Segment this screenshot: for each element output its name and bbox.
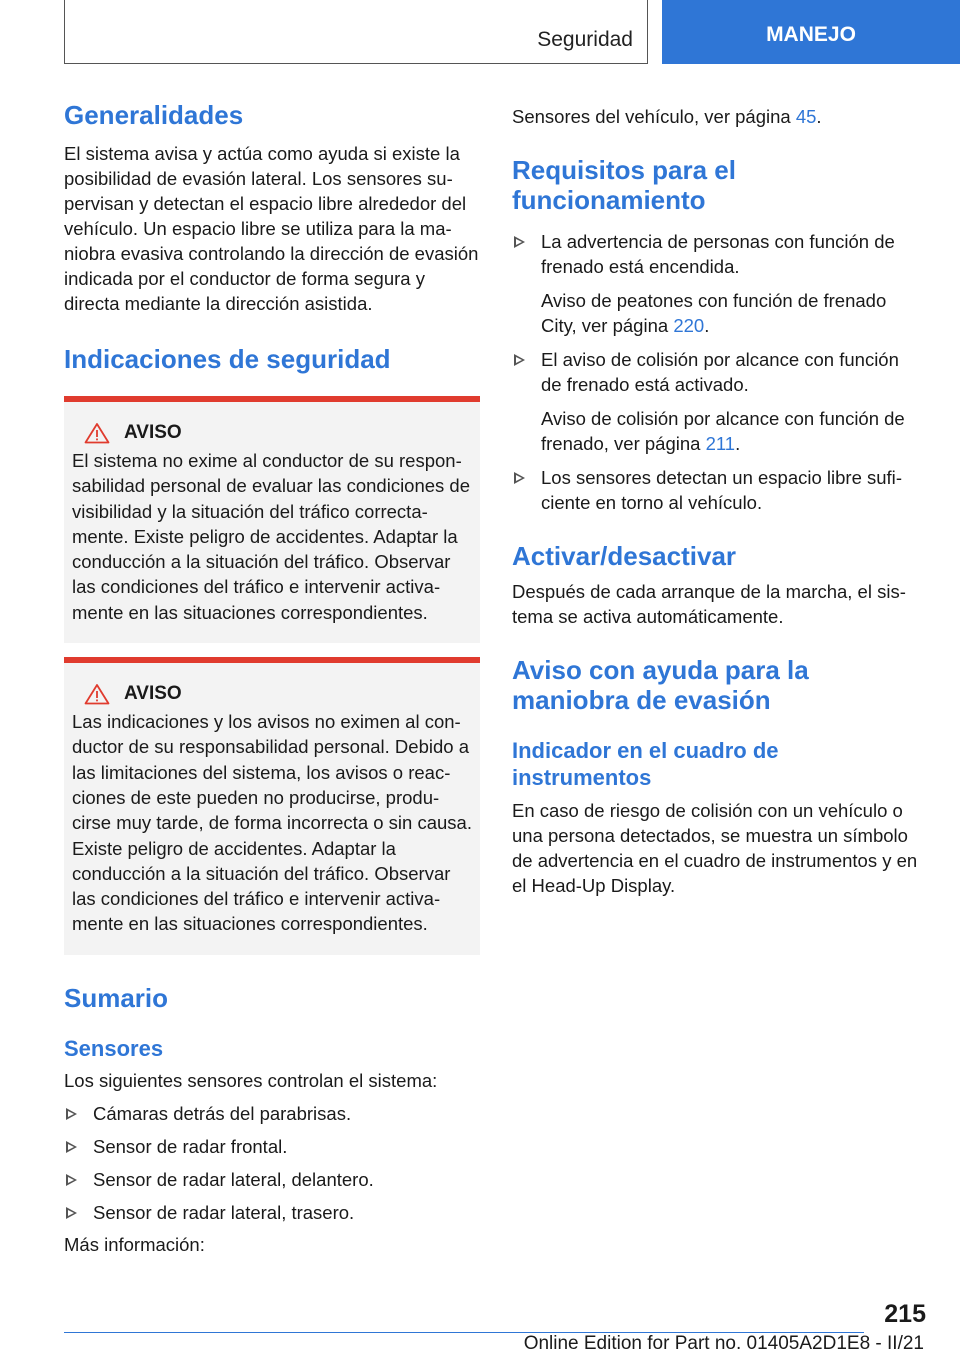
list-item: Sensor de radar lateral, trasero. bbox=[64, 1200, 480, 1225]
list-item-reference: Aviso de colisión por alcance con función de frenado, ver página 211. bbox=[541, 408, 905, 454]
bullet-arrow-icon bbox=[66, 1108, 77, 1120]
warning-icon bbox=[84, 683, 110, 705]
heading-activate: Activar/desactivar bbox=[512, 541, 737, 571]
edition-footer: Online Edition for Part no. 01405A2D1E8 - II/21 bbox=[523, 1333, 924, 1354]
warning-box-2 bbox=[64, 657, 480, 955]
warning-text: Las indicaciones y los avisos no eximen al conductor de su responsabilidad personal. Debido a las limitaciones del sistema, los avisos o reacciones de este pueden no producirse, producirse muy tarde, de forma incorrecta o sin causa. Existe peligro de accidentes. Adaptar la conducción a la situación del tráfico. Observar las condiciones del tráfico e intervenir activamente en las situaciones correspondientes. bbox=[72, 711, 472, 935]
warning-icon bbox=[84, 422, 110, 444]
page-link[interactable]: 211 bbox=[705, 433, 736, 454]
requirements-list bbox=[512, 229, 920, 515]
bullet-arrow-icon bbox=[514, 354, 525, 366]
bullet-arrow-icon bbox=[514, 472, 525, 484]
heading-summary: Sumario bbox=[64, 982, 169, 1013]
heading-evasion: Aviso con ayuda para la maniobra de evasión bbox=[512, 655, 809, 715]
list-item: El aviso de colisión por alcance con función de frenado está activado. Aviso de colisión por alcance con función de frenado, ver página 211. bbox=[512, 347, 920, 456]
sensor-list bbox=[64, 1101, 480, 1225]
page-link[interactable]: 220 bbox=[673, 315, 705, 336]
list-item: Los sensores detectan un espacio libre suficiente en torno al vehículo. bbox=[512, 465, 920, 515]
right-column bbox=[512, 100, 920, 898]
page-link[interactable]: 45 bbox=[795, 106, 817, 127]
page-number: 215 bbox=[884, 1300, 926, 1328]
heading-generalidades: Generalidades bbox=[64, 100, 244, 130]
bullet-arrow-icon bbox=[66, 1174, 77, 1186]
list-item-reference: Aviso de peatones con función de frenado City, ver página 220. bbox=[541, 290, 887, 336]
subheading-sensors: Sensores bbox=[64, 1035, 164, 1061]
bullet-arrow-icon bbox=[66, 1141, 77, 1153]
evasion-paragraph: En caso de riesgo de colisión con un vehículo o una persona detectados, se muestra un símbolo de advertencia en el cuadro de instrumentos y en el Head-Up Display. bbox=[512, 800, 918, 896]
section-title: Seguridad bbox=[537, 28, 633, 51]
bullet-arrow-icon bbox=[514, 236, 525, 248]
header-frame bbox=[64, 0, 648, 64]
activate-paragraph: Después de cada arranque de la marcha, el sistema se activa automáticamente. bbox=[512, 581, 906, 627]
more-info: Más información: bbox=[64, 1233, 205, 1255]
heading-safety: Indicaciones de seguridad bbox=[64, 344, 391, 374]
left-column bbox=[64, 100, 480, 1257]
heading-requirements: Requisitos para el funcionamiento bbox=[512, 155, 736, 215]
list-item: Cámaras detrás del parabrisas. bbox=[64, 1101, 480, 1126]
subheading-instrument-cluster: Indicador en el cuadro de instrumentos bbox=[512, 738, 779, 790]
list-item: Sensor de radar lateral, delantero. bbox=[64, 1167, 480, 1192]
chapter-tab[interactable]: MANEJO bbox=[662, 0, 960, 64]
sensors-intro: Los siguientes sensores controlan el sistema: bbox=[64, 1069, 438, 1091]
warning-label: AVISO bbox=[124, 683, 182, 705]
list-item: Sensor de radar frontal. bbox=[64, 1134, 480, 1159]
warning-label: AVISO bbox=[124, 422, 182, 443]
warning-box-1 bbox=[64, 396, 480, 643]
list-item: La advertencia de personas con función de frenado está encendida. Aviso de peatones con función de frenado City, ver página 220. bbox=[512, 229, 920, 338]
general-paragraph: El sistema avisa y actúa como ayuda si existe la posibilidad de evasión lateral. Los sensores supervisan y detectan el espacio libre alrededor del vehículo. Un espacio libre se utiliza para la maniobra evasiva controlando la dirección de evasión indicada por el conductor de forma segura y directa mediante la dirección asistida. bbox=[64, 143, 479, 314]
bullet-arrow-icon bbox=[66, 1207, 77, 1219]
warning-text: El sistema no exime al conductor de su responsabilidad personal de evaluar las condiciones de visibilidad y la situación del tráfico correctamente. Existe peligro de accidentes. Adaptar la conducción a la situación del tráfico. Observar las condiciones del tráfico e intervenir activamente en las situaciones correspondientes. bbox=[72, 450, 471, 623]
sensors-reference: Sensores del vehículo, ver página 45. bbox=[512, 106, 822, 127]
